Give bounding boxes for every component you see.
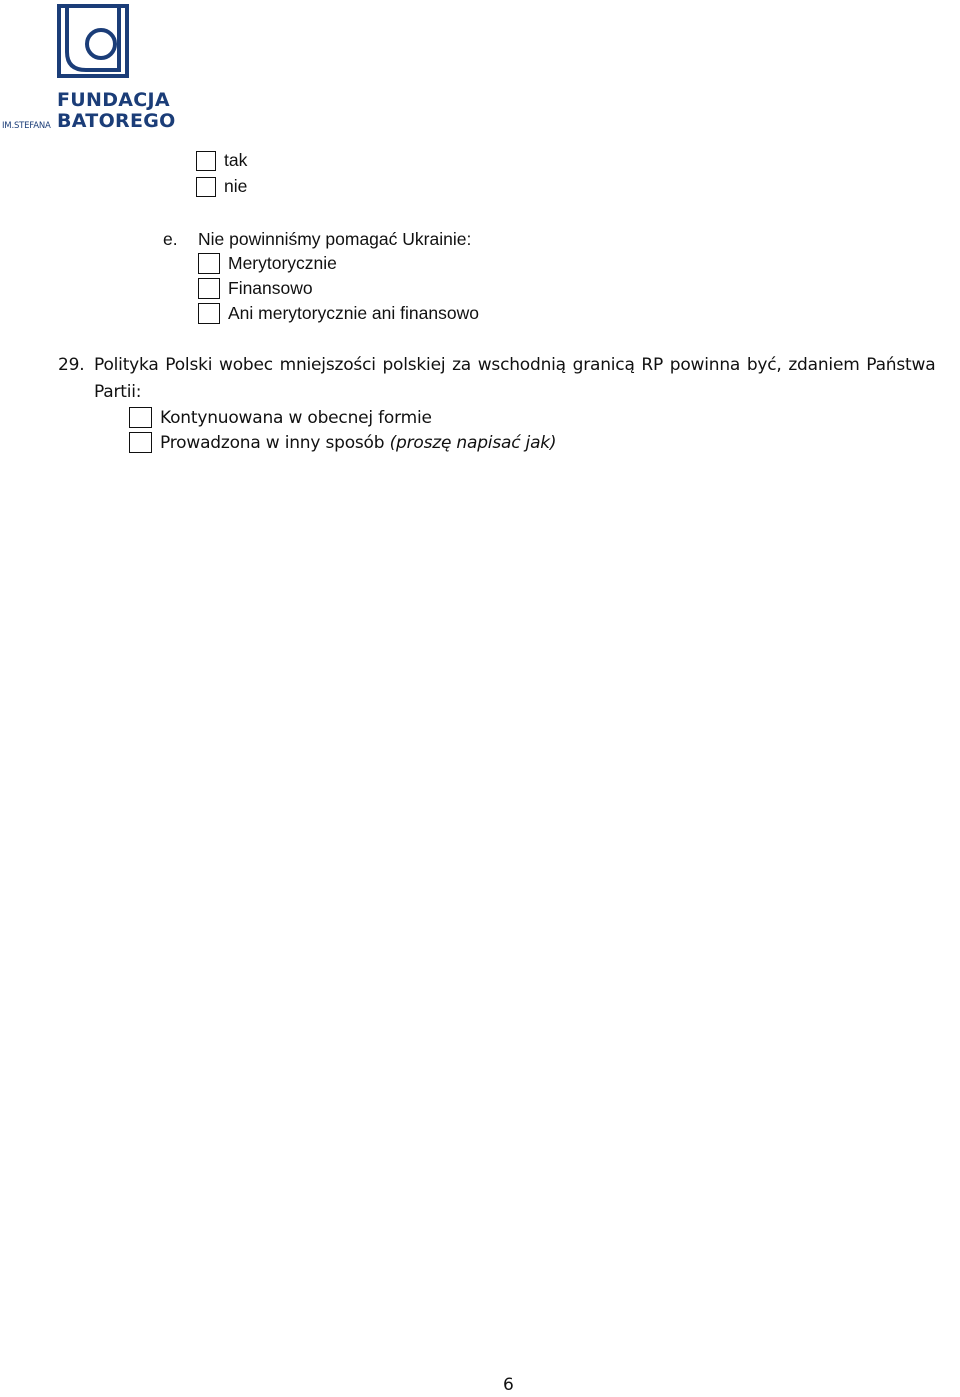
item-e-marker: e.: [163, 229, 178, 249]
checkbox[interactable]: [196, 177, 216, 197]
option-label: Ani merytorycznie ani finansowo: [228, 303, 479, 323]
option-label: Merytorycznie: [228, 253, 337, 273]
option-prowadzona-inaczej[interactable]: [129, 432, 556, 453]
option-nie[interactable]: [196, 176, 247, 197]
option-hint: (proszę napisać jak): [389, 432, 557, 453]
question-29-text: Polityka Polski wobec mniejszości polskiej za wschodnią granicą RP powinna być, zdaniem Państwa: [94, 355, 936, 375]
option-label: nie: [224, 176, 248, 196]
page-number: 6: [503, 1375, 514, 1395]
logo-emblem-icon: [0, 0, 180, 90]
option-label: Kontynuowana w obecnej formie: [160, 407, 432, 428]
item-e-text: Nie powinniśmy pomagać Ukrainie:: [198, 229, 472, 249]
option-label: Prowadzona w inny sposób: [160, 432, 385, 453]
checkbox[interactable]: [198, 278, 220, 299]
checkbox[interactable]: [129, 432, 152, 453]
option-finansowo[interactable]: [198, 278, 313, 299]
logo-text-im-stefana: IM.STEFANA: [2, 121, 51, 131]
option-kontynuowana[interactable]: [129, 407, 432, 428]
question-29-text-continued: Partii:: [94, 382, 142, 402]
option-ani-merytorycznie-ani-finansowo[interactable]: [198, 303, 479, 324]
foundation-logo: [0, 0, 180, 140]
logo-text-fundacja: FUNDACJA: [57, 89, 170, 111]
question-29-number: 29.: [58, 355, 85, 375]
checkbox[interactable]: [198, 253, 220, 274]
checkbox[interactable]: [196, 151, 216, 171]
option-tak[interactable]: [196, 150, 247, 171]
checkbox[interactable]: [198, 303, 220, 324]
option-label: Finansowo: [228, 278, 313, 298]
logo-text-batorego: BATOREGO: [57, 110, 176, 132]
option-merytorycznie[interactable]: [198, 253, 337, 274]
checkbox[interactable]: [129, 407, 152, 428]
option-label: tak: [224, 150, 248, 170]
